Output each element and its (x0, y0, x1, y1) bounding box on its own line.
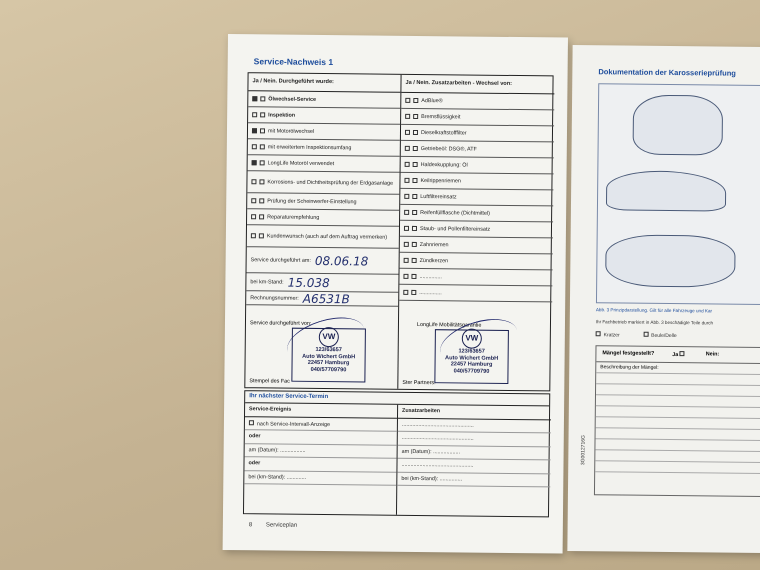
row-label: mit erweitertem Inspektionsumfang (267, 143, 352, 151)
checkbox-icon (404, 194, 409, 199)
checkbox-icon (643, 332, 648, 337)
list-item: bei (km-Stand): ............. (244, 471, 396, 486)
checkbox-icon (403, 290, 408, 295)
page-title: Service-Nachweis 1 (253, 56, 334, 68)
checkbox-icon (251, 233, 256, 238)
row-label: Zündkerzen (419, 257, 449, 264)
dealer-stamp (291, 328, 366, 383)
page-footer (249, 522, 297, 529)
row-label: Kundenwunsch (auch auf dem Auftrag vermerken) (266, 232, 388, 241)
stamp-line: Auto Wichert GmbH (445, 354, 499, 362)
car-rear-view-icon (633, 95, 724, 156)
list-item: am (Datum): .................. (398, 445, 551, 460)
checkbox-icon (260, 160, 265, 165)
invoice-label: Rechnungsnummer: (250, 294, 299, 302)
checkbox-icon (413, 146, 418, 151)
checkbox-icon (251, 198, 256, 203)
checkbox-icon (404, 258, 409, 263)
checkbox-icon (404, 210, 409, 215)
row-label: Inspektion (268, 111, 296, 119)
left-stamp-caption: Service durchgeführt von: (249, 320, 312, 327)
nein-option: Nein: (705, 351, 720, 358)
table-row (248, 91, 400, 109)
service-booklet (228, 34, 760, 554)
page-title: Dokumentation der Karosserieprüfung (598, 67, 736, 78)
table-row (247, 209, 399, 227)
checkbox-icon (412, 242, 417, 247)
row-label: Dieselkraftstofffilter (420, 129, 467, 137)
list-item: ................................................ (398, 432, 551, 447)
figure-caption: Abb. 3 Prinzipdarstellung. Gilt für alle Fahrzeuge und Kar (595, 307, 713, 314)
checkbox-icon (251, 214, 256, 219)
service-date-label: Service durchgeführt am: (250, 256, 311, 264)
checkbox-icon (405, 146, 410, 151)
right-stamp-area (398, 319, 552, 391)
additional-work-next-header: Zusatzarbeiten (398, 405, 551, 420)
checkbox-icon (404, 242, 409, 247)
table-row (399, 269, 552, 287)
list-item: oder (244, 457, 396, 472)
table-row (400, 205, 553, 223)
list-item: oder (245, 430, 397, 445)
checkbox-icon (405, 98, 410, 103)
checkbox-icon (260, 112, 265, 117)
checkbox-icon (412, 210, 417, 215)
list-item: ................................................ (397, 459, 550, 474)
car-side-view-icon (606, 170, 726, 211)
service-date-value: 08.06.18 (314, 253, 369, 268)
checkbox-icon (249, 420, 254, 425)
checkbox-icon (412, 178, 417, 183)
table-row (247, 193, 399, 211)
row-label: Reparaturempfehlung (267, 213, 320, 221)
checkbox-icon (596, 331, 601, 336)
table-row (248, 139, 400, 157)
stamp-line: 040/57709790 (453, 368, 490, 375)
checkbox-icon (412, 194, 417, 199)
service-event-header: Service-Ereignis (245, 403, 397, 418)
table-row (248, 107, 400, 125)
table-row (401, 93, 554, 111)
blank-line (595, 461, 760, 474)
car-diagram (596, 83, 760, 305)
row-label: Keilrippenriemen (420, 177, 461, 184)
checkbox-icon (404, 178, 409, 183)
additional-work-column (398, 75, 554, 391)
checkbox-icon (405, 162, 410, 167)
list-item: nach Service-Intervall-Anzeige (245, 417, 397, 432)
table-row (400, 221, 553, 239)
row-label: Getriebeöl: DSG®, ATF (420, 145, 477, 153)
km-label: bei km-Stand: (250, 278, 284, 286)
stamp-line: 22457 Hamburg (307, 360, 350, 367)
table-row (400, 189, 553, 207)
checkbox-icon (403, 274, 408, 279)
list-item: bei (km-Stand): ............... (397, 472, 550, 487)
row-label: mit Motorölwechsel (267, 127, 315, 135)
table-row (400, 253, 553, 271)
performed-header: Ja / Nein. Durchgeführt wurde: (248, 73, 400, 93)
checkbox-icon (260, 96, 265, 101)
checkbox-icon (252, 160, 257, 165)
list-item: ................................................ (398, 418, 551, 433)
table-row (248, 123, 400, 141)
dealer-stamp (434, 329, 509, 384)
row-label: Reifenfüllflasche (Dichtmittel) (420, 209, 490, 217)
row-label: Bremsflüssigkeit (421, 113, 461, 120)
stamp-line: 22457 Hamburg (450, 361, 493, 368)
checkbox-icon (259, 214, 264, 219)
checkbox-icon (251, 179, 256, 184)
table-row (401, 157, 554, 175)
stamp-line: 123/63657 (315, 346, 342, 354)
right-stamp-footer: Ster Partners. (402, 379, 436, 387)
invoice-value: A6531B (302, 291, 350, 306)
row-label: Ölwechsel-Service (268, 95, 317, 103)
defects-grid (594, 345, 760, 497)
checkbox-icon (252, 128, 257, 133)
row-label: LongLife Motoröl verwendet (267, 159, 335, 167)
invoice-row (246, 291, 398, 307)
vw-logo-icon: VW (462, 328, 482, 348)
table-row (247, 171, 399, 195)
row-label: ............... (419, 289, 442, 296)
damage-legend: Kratzer Beule/Delle (596, 331, 677, 339)
checkbox-icon (260, 144, 265, 149)
stamp-line: Auto Wichert GmbH (302, 353, 356, 360)
page-number: 8 (248, 522, 253, 529)
row-label: Zahnriemen (419, 241, 449, 248)
checkbox-icon (412, 226, 417, 231)
checkbox-icon (404, 226, 409, 231)
right-stamp-caption: LongLife Mobilitätsgarantie (416, 321, 482, 329)
row-label: Luftfiltereinsatz (420, 193, 457, 200)
checkbox-icon (260, 128, 265, 133)
table-row (401, 109, 554, 127)
ja-option: Ja (672, 351, 688, 358)
checkbox-icon (412, 258, 417, 263)
defects-header: Mängel festgestellt? Ja Nein: (596, 346, 760, 364)
row-label: Staub- und Pollenfiltereinsatz (419, 225, 491, 233)
checkbox-icon (259, 233, 264, 238)
left-stamp-footer: Stempel des Fac (249, 378, 290, 385)
service-date-row (246, 247, 398, 275)
defects-description-label: Beschreibung der Mängel: (596, 362, 760, 375)
document-number: 3G0012716G (580, 435, 587, 466)
table-row (400, 173, 553, 191)
performed-column (245, 73, 401, 389)
checkbox-icon (259, 198, 264, 203)
table-row (247, 225, 399, 249)
checkbox-icon (413, 98, 418, 103)
left-stamp-area (245, 317, 398, 389)
table-row (401, 141, 554, 159)
row-label: ............... (419, 273, 442, 280)
km-row (246, 273, 398, 293)
stamp-line: 123/63657 (458, 348, 485, 355)
checkbox-icon (413, 130, 418, 135)
table-row (401, 125, 554, 143)
additional-work-next-column (397, 405, 551, 517)
row-label: Prüfung der Scheinwerfer-Einstellung (267, 197, 357, 205)
row-label: Haldexkupplung: Öl (420, 161, 468, 169)
service-event-column (244, 403, 398, 515)
row-label: AdBlue® (421, 97, 443, 104)
figure-note: Ihr Fachbetrieb markiert in Abb. 3 beschädigte Teile durch (595, 319, 714, 326)
stamp-line: 040/57709790 (310, 366, 347, 374)
table-row (399, 285, 552, 303)
car-top-view-icon (605, 234, 736, 287)
checkbox-icon (252, 96, 257, 101)
vw-logo-icon: VW (319, 327, 339, 347)
checkbox-icon (259, 179, 264, 184)
list-item: am (Datum): ................. (245, 444, 397, 459)
table-row (400, 237, 553, 255)
checkbox-icon (413, 114, 418, 119)
km-value: 15.038 (287, 275, 330, 290)
next-service-title: Ihr nächster Service-Termin (245, 391, 549, 406)
additional-work-header: Ja / Nein. Zusatzarbeiten - Wechsel von: (401, 75, 554, 95)
service-record-page (223, 34, 568, 554)
checkbox-icon (252, 112, 257, 117)
checkbox-icon (411, 274, 416, 279)
service-form (244, 72, 553, 391)
checkbox-icon (680, 351, 685, 356)
table-row (248, 155, 400, 173)
checkbox-icon (405, 130, 410, 135)
footer-text: Serviceplan (265, 522, 298, 529)
checkbox-icon (252, 144, 257, 149)
checkbox-icon (411, 290, 416, 295)
checkbox-icon (413, 162, 418, 167)
checkbox-icon (405, 114, 410, 119)
row-label: Korrosions- und Dichtheitsprüfung der Erdgasanlage (267, 178, 394, 187)
next-service-box (243, 390, 550, 517)
body-inspection-page (567, 45, 760, 553)
